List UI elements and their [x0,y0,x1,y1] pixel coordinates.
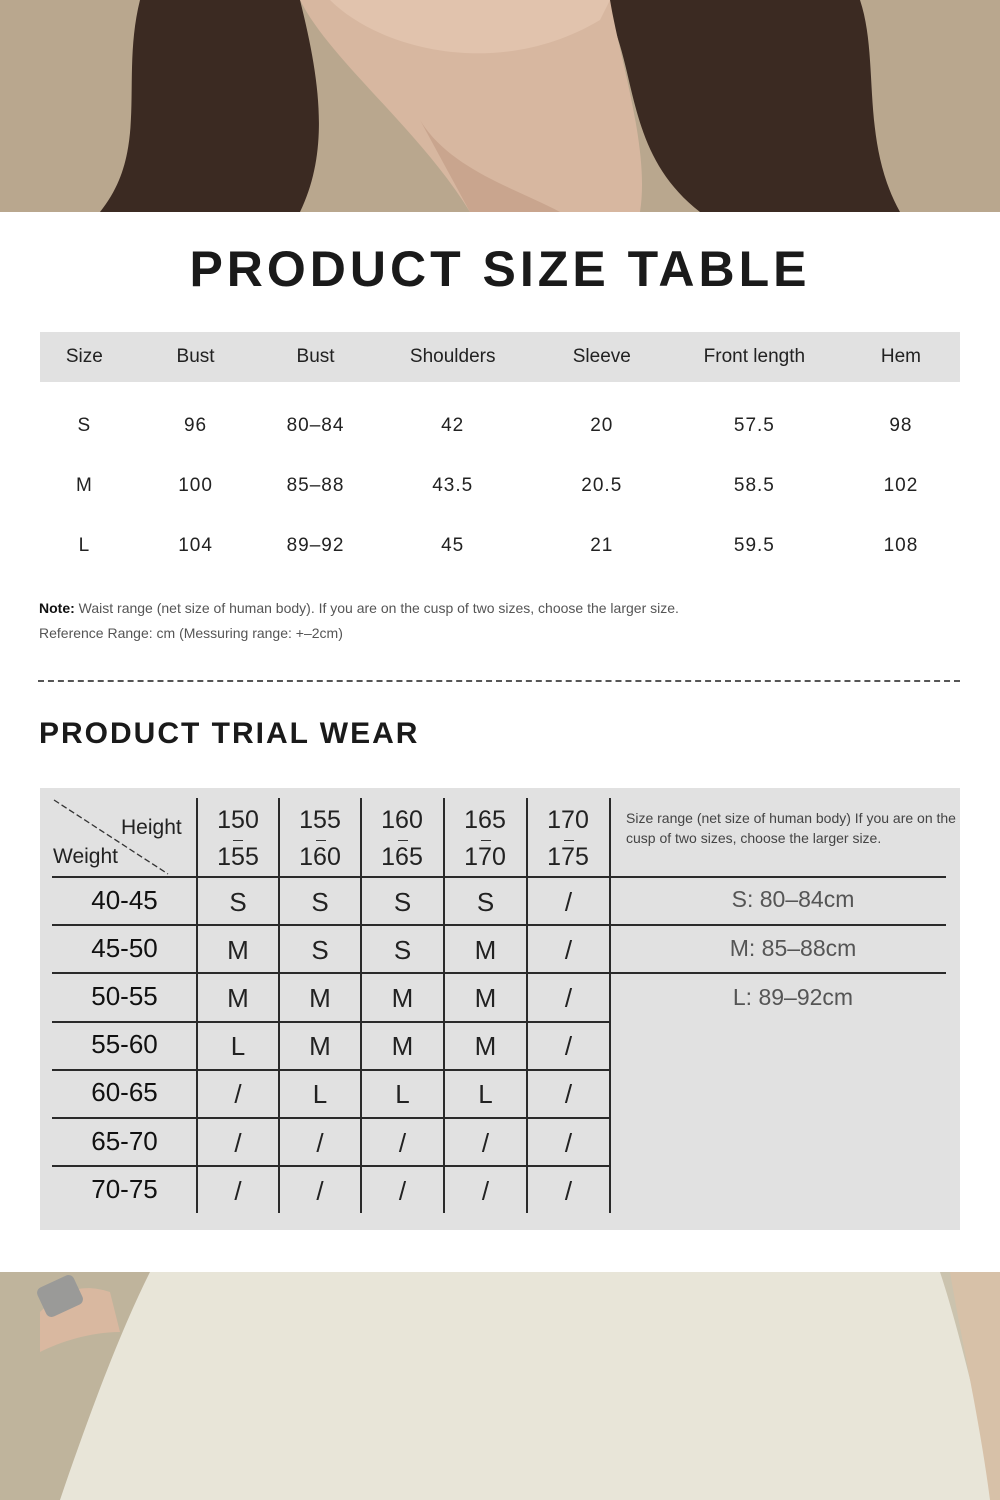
header-shoulders: Shoulders [369,332,537,382]
weight-label: 40-45 [91,884,158,915]
height-bottom: 170 [464,843,506,871]
weight-label: 60-65 [91,1077,158,1108]
height-top: 170 [547,806,589,834]
cell-front-length: 58.5 [733,475,775,496]
size-cell: S [393,934,412,965]
size-cell: / [316,1127,324,1158]
header-size: Size [40,332,129,382]
size-cell: M [474,934,497,965]
size-cell: S [311,886,329,917]
cell-size: M [75,475,93,496]
reference-range: Reference Range: cm (Messuring range: +–2cm) [39,625,343,641]
size-cell: / [564,982,573,1013]
height-top: 165 [464,806,506,834]
size-cell: / [481,1127,490,1158]
cell-bust-range: 80–84 [286,415,345,436]
cell-front-length: 59.5 [733,535,775,556]
size-cell: / [564,1031,573,1062]
cell-shoulders: 42 [441,415,465,436]
cell-bust-range: 85–88 [286,475,345,496]
size-cell: / [234,1127,242,1158]
note-line [39,596,679,621]
size-cell: / [234,1079,242,1110]
size-cell: S [311,934,329,965]
trial-wear-chart [40,788,960,1230]
size-row-s [40,396,960,456]
cell-hem: 102 [883,475,919,496]
weight-label: 50-55 [91,980,158,1011]
height-top: 155 [299,806,341,834]
size-row-m [40,456,960,516]
height-top: 150 [217,806,259,834]
size-cell: / [564,1175,573,1206]
size-cell: / [564,886,573,917]
size-cell: M [474,1031,497,1062]
size-cell: S [393,886,412,917]
cell-size: L [78,535,91,556]
model-photo-bottom [0,1272,1000,1500]
height-col-150-155 [197,802,279,876]
size-cell: M [391,982,414,1013]
header-hem: Hem [842,332,960,382]
size-cell: M [309,1031,331,1062]
header-front-length: Front length [667,332,842,382]
size-cell: / [564,1127,573,1158]
size-cell: / [398,1127,407,1158]
cell-front-length: 57.5 [733,415,775,436]
range-l: L: 89–92cm [732,984,854,1010]
cell-bust-range: 89–92 [286,535,345,556]
cell-size: S [77,415,92,436]
size-table [40,332,960,576]
size-notes [39,596,679,646]
size-cell: S [229,886,247,917]
size-cell: M [227,934,249,965]
size-cell: M [227,982,249,1013]
note-text: Waist range (net size of human body). If you are on the cusp of two sizes, choose the larger size. [74,600,679,616]
trial-wear-title: PRODUCT TRIAL WEAR [39,717,420,750]
weight-label: 55-60 [91,1029,158,1060]
height-bottom: 155 [217,843,259,871]
cell-shoulders: 45 [441,535,465,556]
size-cell: L [230,1031,246,1062]
header-sleeve: Sleeve [537,332,667,382]
size-row-l [40,516,960,576]
height-bottom: 160 [299,843,341,871]
cell-sleeve: 21 [590,535,614,556]
size-cell: / [398,1175,407,1206]
size-cell: / [316,1175,324,1206]
cell-bust: 104 [178,535,213,556]
cell-hem: 98 [889,415,913,436]
cell-bust: 100 [178,475,213,496]
header-bust: Bust [129,332,263,382]
cell-sleeve: 20 [590,415,614,436]
weight-label: 70-75 [91,1173,158,1204]
height-bottom: 165 [381,843,423,871]
size-cell: / [564,934,573,965]
note-label: Note: [39,600,75,616]
size-cell: / [481,1175,490,1206]
cell-shoulders: 43.5 [432,475,474,496]
corner-weight-label: Weight [53,845,118,868]
height-col-155-160 [279,802,361,876]
size-cell: / [234,1175,242,1206]
header-bust-range: Bust [262,332,368,382]
range-m: M: 85–88cm [729,935,857,961]
cell-hem: 108 [883,535,919,556]
model-photo-top [0,0,1000,212]
size-cell: L [312,1079,328,1110]
height-bottom: 175 [547,843,589,871]
corner-height-label: Height [121,816,182,839]
weight-label: 45-50 [91,932,158,963]
height-col-165-170 [444,802,526,876]
cell-sleeve: 20.5 [581,475,623,496]
size-cell: L [395,1079,410,1110]
height-top: 160 [381,806,423,834]
height-col-170-175 [527,802,609,876]
size-cell: S [476,886,495,917]
size-range-note: Size range (net size of human body) If you are on the cusp of two sizes, choose the larger size. [626,810,956,846]
section-divider [38,680,960,682]
range-s: S: 80–84cm [731,886,855,912]
size-cell: M [391,1031,414,1062]
cell-bust: 96 [183,415,208,436]
size-cell: M [474,982,497,1013]
size-cell: M [309,982,331,1013]
size-cell: L [478,1079,493,1110]
size-cell: / [564,1079,573,1110]
size-table-title: PRODUCT SIZE TABLE [189,241,811,297]
size-table-header-row [40,332,960,382]
height-col-160-165 [361,802,443,876]
weight-label: 65-70 [91,1125,158,1156]
